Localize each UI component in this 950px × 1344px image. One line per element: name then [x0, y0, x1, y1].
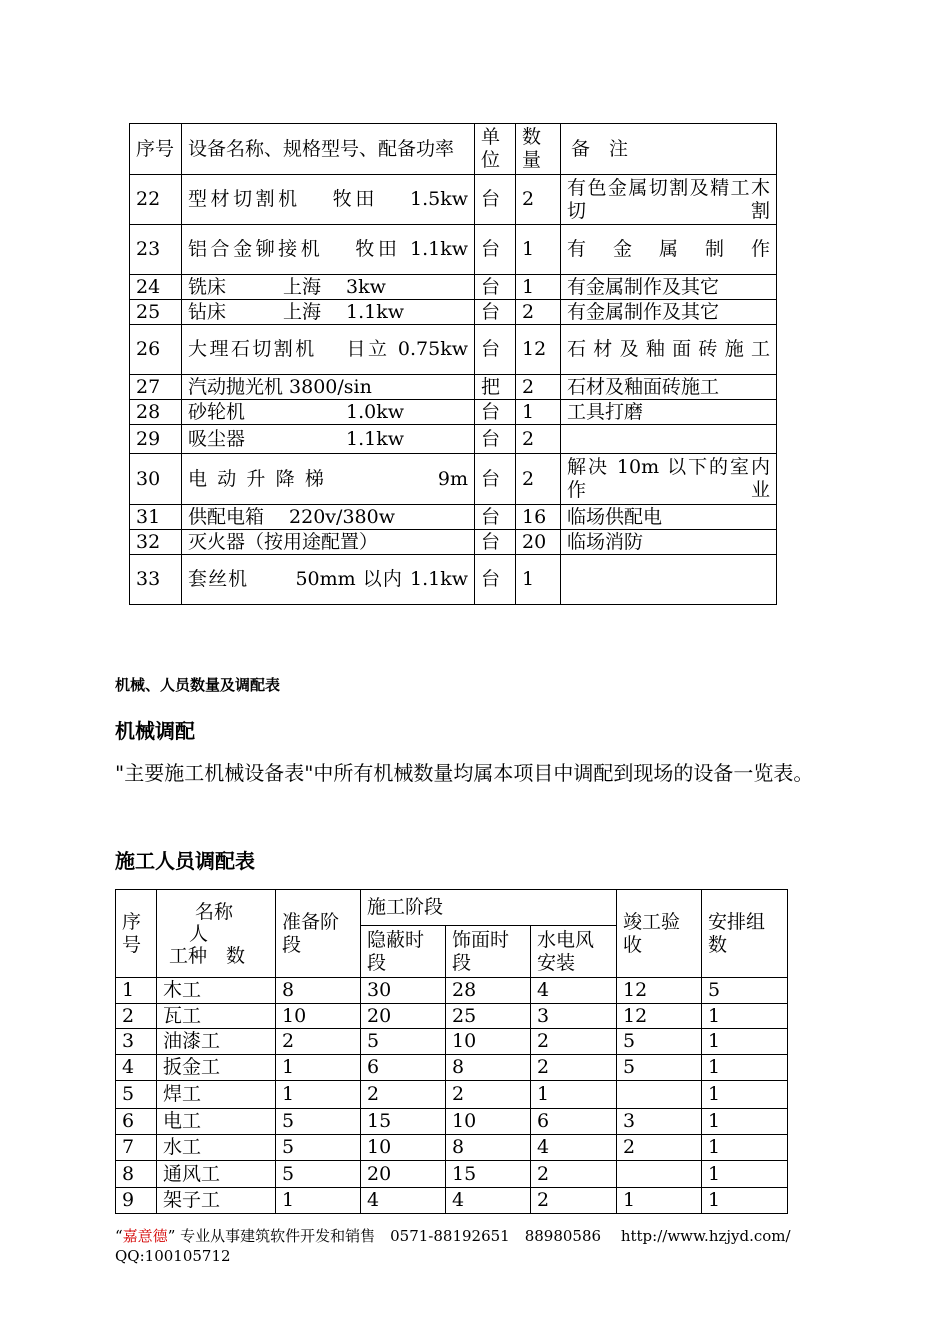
staff-cell: 12: [617, 1004, 702, 1029]
staff-cell: 瓦工: [157, 1004, 276, 1029]
staff-cell: 6: [116, 1109, 157, 1135]
equipment-table-body: [130, 124, 777, 605]
equipment-cell-no: 32: [130, 530, 182, 555]
staff-cell: 10: [276, 1004, 361, 1029]
staff-cell: 2: [276, 1029, 361, 1055]
equipment-cell-no: 26: [130, 325, 182, 375]
staff-cell: 1: [702, 1081, 788, 1109]
equipment-cell-qty: 1: [516, 275, 561, 300]
equipment-cell-note: 石材及釉面砖施工: [561, 375, 777, 400]
equipment-cell-no: 31: [130, 505, 182, 530]
staff-cell: [617, 1081, 702, 1109]
equipment-cell-qty: 2: [516, 375, 561, 400]
header-prep: 准备阶段: [276, 890, 361, 978]
equipment-cell-unit: 台: [475, 175, 516, 225]
staff-cell: 28: [446, 978, 531, 1004]
staff-cell: 油漆工: [157, 1029, 276, 1055]
equipment-cell-no: 27: [130, 375, 182, 400]
equipment-cell-unit: 台: [475, 555, 516, 605]
staff-cell: 1: [276, 1081, 361, 1109]
equipment-cell-note: [561, 555, 777, 605]
table-row: [130, 454, 777, 505]
staff-cell: 20: [361, 1161, 446, 1188]
staff-cell: 7: [116, 1135, 157, 1161]
table-row: [130, 325, 777, 375]
equipment-cell-qty: 16: [516, 505, 561, 530]
staff-cell: 2: [116, 1004, 157, 1029]
equipment-cell-qty: 1: [516, 555, 561, 605]
equipment-cell-unit: 台: [475, 325, 516, 375]
equipment-cell-no: 25: [130, 300, 182, 325]
staff-cell: 焊工: [157, 1081, 276, 1109]
footer-brand: 嘉意德: [122, 1227, 168, 1245]
staff-cell: 2: [531, 1055, 617, 1081]
staff-cell: 8: [276, 978, 361, 1004]
staff-cell: 2: [531, 1188, 617, 1214]
staff-cell: 3: [617, 1109, 702, 1135]
staff-cell: 1: [531, 1081, 617, 1109]
staff-table-body: [116, 978, 788, 1214]
footer-quote-open: “: [115, 1227, 123, 1245]
equipment-cell-unit: 台: [475, 275, 516, 300]
staff-cell: 1: [276, 1188, 361, 1214]
equipment-cell-name: 供配电箱 220v/380w: [182, 505, 475, 530]
staff-cell: 5: [276, 1135, 361, 1161]
table-row: [130, 175, 777, 225]
table-row: [130, 555, 777, 605]
staff-cell: 4: [531, 1135, 617, 1161]
staff-cell: 4: [361, 1188, 446, 1214]
staff-cell: [617, 1161, 702, 1188]
table-row: [116, 1004, 788, 1029]
header-groups: 安排组数: [702, 890, 788, 978]
staff-cell: 2: [531, 1029, 617, 1055]
staff-cell: 2: [446, 1081, 531, 1109]
staff-cell: 6: [361, 1055, 446, 1081]
staff-cell: 2: [617, 1135, 702, 1161]
footer-quote-close: ”: [167, 1227, 176, 1245]
equipment-cell-name: 灭火器（按用途配置）: [182, 530, 475, 555]
equipment-cell-no: 29: [130, 425, 182, 454]
equipment-cell-qty: 2: [516, 425, 561, 454]
table-row: [116, 1081, 788, 1109]
staff-cell: 5: [276, 1161, 361, 1188]
equipment-cell-note: [561, 425, 777, 454]
staff-cell: 10: [361, 1135, 446, 1161]
footer-qq: QQ:100105712: [115, 1247, 231, 1265]
header-name: [157, 890, 276, 978]
header-finish: 饰面时段: [446, 926, 531, 978]
staff-cell: 30: [361, 978, 446, 1004]
equipment-header-cell: 设备名称、规格型号、配备功率: [182, 124, 475, 175]
equipment-cell-name: 套丝机 50mm 以内 1.1kw: [182, 555, 475, 605]
table-row: [130, 530, 777, 555]
footer: [115, 1226, 791, 1266]
equipment-cell-name: 钻床 上海 1.1kw: [182, 300, 475, 325]
staff-cell: 15: [446, 1161, 531, 1188]
staff-cell: 12: [617, 978, 702, 1004]
staff-cell: 8: [446, 1055, 531, 1081]
staff-cell: 1: [702, 1161, 788, 1188]
equipment-cell-name: 型材切割机 牧田 1.5kw: [182, 175, 475, 225]
staff-cell: 2: [361, 1081, 446, 1109]
footer-line: [115, 1226, 791, 1246]
equipment-cell-note: 有金属制作及其它: [561, 300, 777, 325]
equipment-cell-unit: 台: [475, 454, 516, 505]
footer-text: 专业从事建筑软件开发和销售 0571-88192651 88980586 http://www.hzjyd.com/: [175, 1227, 791, 1245]
staff-cell: 3: [531, 1004, 617, 1029]
staff-cell: 10: [446, 1109, 531, 1135]
equipment-cell-no: 28: [130, 400, 182, 425]
staff-cell: 5: [617, 1055, 702, 1081]
staff-cell: 5: [361, 1029, 446, 1055]
machine-paragraph: "主要施工机械设备表"中所有机械数量均属本项目中调配到现场的设备一览表。: [115, 761, 814, 785]
staff-cell: 8: [116, 1161, 157, 1188]
staff-table: [115, 889, 788, 1214]
staff-cell: 扳金工: [157, 1055, 276, 1081]
equipment-cell-unit: 台: [475, 225, 516, 275]
table-row: [130, 505, 777, 530]
equipment-cell-name: 铣床 上海 3kw: [182, 275, 475, 300]
header-name-top: 名称: [195, 900, 234, 923]
equipment-cell-no: 33: [130, 555, 182, 605]
table-row: [116, 1029, 788, 1055]
staff-cell: 4: [116, 1055, 157, 1081]
table-row: [130, 400, 777, 425]
equipment-cell-no: 24: [130, 275, 182, 300]
equipment-cell-unit: 台: [475, 425, 516, 454]
equipment-header-row: [130, 124, 777, 175]
staff-cell: 1: [276, 1055, 361, 1081]
equipment-cell-name: 大理石切割机 日立 0.75kw: [182, 325, 475, 375]
equipment-cell-no: 22: [130, 175, 182, 225]
header-name-mid: 人: [189, 922, 209, 945]
header-completion: 竣工验收: [617, 890, 702, 978]
staff-cell: 水工: [157, 1135, 276, 1161]
staff-cell: 木工: [157, 978, 276, 1004]
staff-cell: 5: [617, 1029, 702, 1055]
equipment-cell-unit: 台: [475, 300, 516, 325]
staff-cell: 2: [531, 1161, 617, 1188]
equipment-cell-qty: 2: [516, 300, 561, 325]
equipment-cell-name: 砂轮机 1.0kw: [182, 400, 475, 425]
equipment-cell-qty: 1: [516, 225, 561, 275]
staff-cell: 1: [702, 1029, 788, 1055]
table-row: [130, 425, 777, 454]
equipment-cell-qty: 1: [516, 400, 561, 425]
staff-cell: 通风工: [157, 1161, 276, 1188]
equipment-cell-no: 30: [130, 454, 182, 505]
staff-cell: 1: [617, 1188, 702, 1214]
staff-cell: 20: [361, 1004, 446, 1029]
equipment-cell-qty: 2: [516, 175, 561, 225]
equipment-cell-name: 汽动抛光机 3800/sin: [182, 375, 475, 400]
table-row: [130, 225, 777, 275]
equipment-cell-note: 有金属制作及其它: [561, 275, 777, 300]
staff-heading: 施工人员调配表: [115, 849, 255, 873]
header-construction: 施工阶段: [361, 890, 617, 926]
equipment-header-cell: 备 注: [561, 124, 777, 175]
staff-cell: 1: [116, 978, 157, 1004]
staff-cell: 1: [702, 1109, 788, 1135]
staff-cell: 25: [446, 1004, 531, 1029]
equipment-cell-note: 临场供配电: [561, 505, 777, 530]
equipment-cell-unit: 台: [475, 530, 516, 555]
table-row: [116, 1188, 788, 1214]
table-row: [116, 1109, 788, 1135]
staff-cell: 6: [531, 1109, 617, 1135]
equipment-header-cell: 单位: [475, 124, 516, 175]
equipment-cell-unit: 台: [475, 505, 516, 530]
equipment-cell-note: 工具打磨: [561, 400, 777, 425]
staff-cell: 3: [116, 1029, 157, 1055]
table-row: [130, 300, 777, 325]
staff-cell: 电工: [157, 1109, 276, 1135]
staff-cell: 4: [446, 1188, 531, 1214]
equipment-header-cell: 数量: [516, 124, 561, 175]
staff-cell: 10: [446, 1029, 531, 1055]
equipment-cell-qty: 2: [516, 454, 561, 505]
staff-cell: 1: [702, 1135, 788, 1161]
header-name-bottom: 工种 数: [169, 944, 246, 967]
equipment-cell-name: 电动升降梯 9m: [182, 454, 475, 505]
equipment-cell-name: 吸尘器 1.1kw: [182, 425, 475, 454]
staff-cell: 15: [361, 1109, 446, 1135]
equipment-header-cell: 序号: [130, 124, 182, 175]
staff-cell: 1: [702, 1055, 788, 1081]
staff-cell: 4: [531, 978, 617, 1004]
staff-cell: 9: [116, 1188, 157, 1214]
header-hidden: 隐蔽时段: [361, 926, 446, 978]
header-no: 序号: [116, 890, 157, 978]
table-row: [116, 1135, 788, 1161]
staff-cell: 架子工: [157, 1188, 276, 1214]
table-row: [116, 978, 788, 1004]
equipment-cell-note: 临场消防: [561, 530, 777, 555]
staff-cell: 5: [702, 978, 788, 1004]
staff-cell: 1: [702, 1188, 788, 1214]
equipment-cell-note: 有色金属切割及精工木切割: [561, 175, 777, 225]
equipment-cell-unit: 台: [475, 400, 516, 425]
staff-table-head: [116, 890, 788, 978]
table-row: [130, 375, 777, 400]
header-mep: 水电风安装: [531, 926, 617, 978]
staff-cell: 1: [702, 1004, 788, 1029]
staff-cell: 5: [276, 1109, 361, 1135]
table-row: [130, 275, 777, 300]
equipment-cell-no: 23: [130, 225, 182, 275]
equipment-cell-qty: 12: [516, 325, 561, 375]
equipment-cell-name: 铝合金铆接机 牧田 1.1kw: [182, 225, 475, 275]
equipment-cell-note: 解决 10m 以下的室内作业: [561, 454, 777, 505]
table-row: [116, 1161, 788, 1188]
table-row: [116, 1055, 788, 1081]
equipment-cell-note: 石材及釉面砖施工: [561, 325, 777, 375]
equipment-table: [129, 123, 777, 605]
section-title: 机械、人员数量及调配表: [115, 676, 281, 694]
equipment-cell-qty: 20: [516, 530, 561, 555]
equipment-cell-note: 有金属制作: [561, 225, 777, 275]
machine-heading: 机械调配: [115, 719, 195, 743]
staff-cell: 8: [446, 1135, 531, 1161]
equipment-cell-unit: 把: [475, 375, 516, 400]
staff-cell: 5: [116, 1081, 157, 1109]
